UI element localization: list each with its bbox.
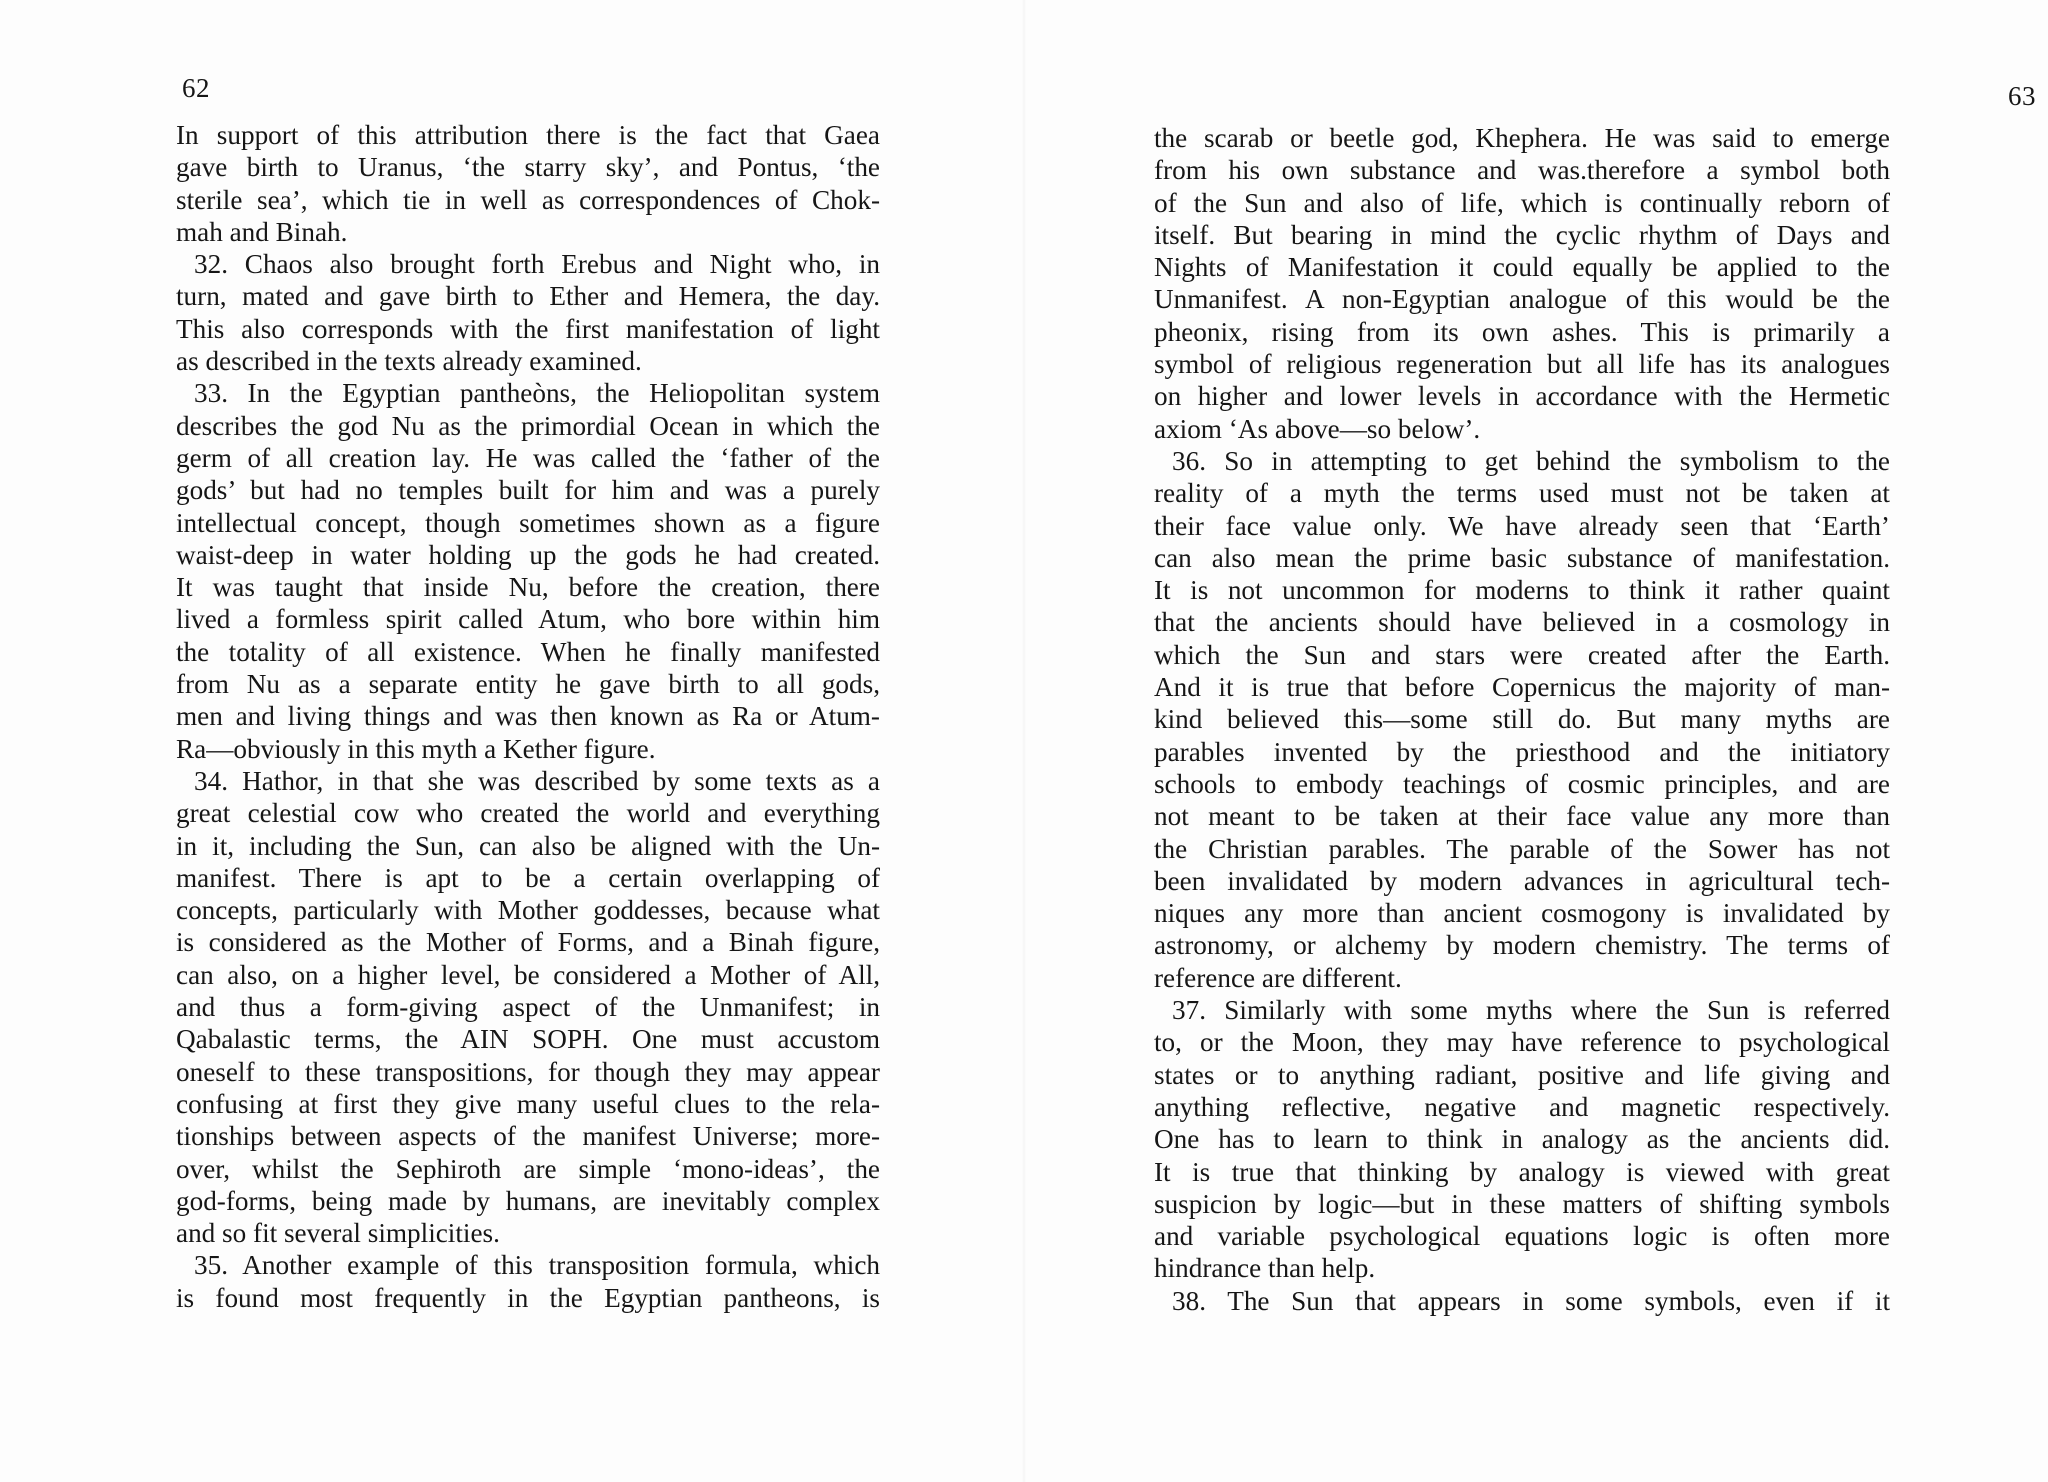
- text-line: as described in the texts already examined.: [176, 346, 642, 377]
- text-line: from his own substance and was.therefore a symbol both: [1154, 155, 1890, 186]
- text-line: is found most frequently in the Egyptian pantheons, is: [176, 1282, 880, 1313]
- text-line: kind believed this—some still do. But many myths are: [1154, 704, 1890, 735]
- text-line: men and living things and was then known as Ra or Atum-: [176, 701, 880, 732]
- text-line: 34. Hathor, in that she was described by some texts as a: [194, 765, 880, 796]
- text-line: that the ancients should have believed in a cosmology in: [1154, 607, 1890, 638]
- text-line: not meant to be taken at their face value any more than: [1154, 801, 1890, 832]
- right-page-text: [1154, 122, 1890, 1317]
- text-line: describes the god Nu as the primordial Ocean in which the: [176, 410, 880, 441]
- text-line: It was taught that inside Nu, before the creation, there: [176, 572, 880, 603]
- text-line: states or to anything radiant, positive and life giving and: [1154, 1059, 1890, 1090]
- text-line: in it, including the Sun, can also be aligned with the Un-: [176, 830, 880, 861]
- text-line: over, whilst the Sephiroth are simple ‘mono-ideas’, the: [176, 1153, 880, 1184]
- text-line: god-forms, being made by humans, are inevitably complex: [176, 1185, 880, 1216]
- text-line: the scarab or beetle god, Khephera. He was said to emerge: [1154, 123, 1890, 153]
- text-line: confusing at first they give many useful clues to the rela-: [176, 1088, 880, 1119]
- text-line: schools to embody teachings of cosmic principles, and are: [1154, 768, 1890, 799]
- right-page-number-label: 63: [2008, 81, 2036, 111]
- text-line: It is not uncommon for moderns to think it rather quaint: [1154, 575, 1890, 606]
- text-line: oneself to these transpositions, for though they may appear: [176, 1056, 880, 1087]
- text-line: intellectual concept, though sometimes shown as a figure: [176, 507, 880, 538]
- text-line: is considered as the Mother of Forms, and a Binah figure,: [176, 927, 880, 958]
- text-line: concepts, particularly with Mother goddesses, because what: [176, 895, 880, 926]
- text-line: to, or the Moon, they may have reference to psychological: [1154, 1027, 1890, 1058]
- text-line: germ of all creation lay. He was called the ‘father of the: [176, 442, 880, 473]
- text-line: anything reflective, negative and magnetic respectively.: [1154, 1091, 1890, 1122]
- text-line: their face value only. We have already seen that ‘Earth’: [1154, 510, 1890, 541]
- text-line: astronomy, or alchemy by modern chemistry. The terms of: [1154, 930, 1890, 961]
- text-line: It is true that thinking by analogy is viewed with great: [1154, 1156, 1890, 1187]
- text-line: 36. So in attempting to get behind the symbolism to the: [1172, 445, 1890, 476]
- text-line: Unmanifest. A non-Egyptian analogue of this would be the: [1154, 284, 1890, 315]
- text-line: In support of this attribution there is the fact that Gaea: [176, 120, 880, 150]
- text-line: reference are different.: [1154, 962, 1402, 993]
- text-line: and so fit several simplicities.: [176, 1218, 500, 1249]
- text-line: gods’ but had no temples built for him and was a purely: [176, 475, 880, 506]
- text-line: which the Sun and stars were created after the Earth.: [1154, 639, 1890, 670]
- text-line: And it is true that before Copernicus the majority of man-: [1154, 672, 1890, 703]
- text-line: parables invented by the priesthood and the initiatory: [1154, 736, 1890, 767]
- text-line: itself. But bearing in mind the cyclic rhythm of Days and: [1154, 219, 1890, 250]
- text-line: 32. Chaos also brought forth Erebus and Night who, in: [194, 249, 880, 280]
- text-line: can also, on a higher level, be considered a Mother of All,: [176, 959, 880, 990]
- text-line: niques any more than ancient cosmogony is invalidated by: [1154, 898, 1890, 929]
- text-line: the totality of all existence. When he finally manifested: [176, 636, 880, 667]
- text-line: of the Sun and also of life, which is continually reborn of: [1154, 187, 1890, 218]
- text-line: and thus a form-giving aspect of the Unmanifest; in: [176, 992, 880, 1023]
- text-line: manifest. There is apt to be a certain overlapping of: [176, 862, 880, 893]
- text-line: 38. The Sun that appears in some symbols, even if it: [1172, 1285, 1890, 1316]
- text-line: pheonix, rising from its own ashes. This is primarily a: [1154, 316, 1890, 347]
- text-line: mah and Binah.: [176, 216, 348, 247]
- text-line: reality of a myth the terms used must not be taken at: [1154, 478, 1890, 509]
- text-line: on higher and lower levels in accordance with the Hermetic: [1154, 381, 1890, 412]
- text-line: hindrance than help.: [1154, 1253, 1376, 1284]
- text-line: can also mean the prime basic substance of manifestation.: [1154, 542, 1890, 573]
- text-line: sterile sea’, which tie in well as correspondences of Chok-: [176, 184, 880, 215]
- text-line: and variable psychological equations logic is often more: [1154, 1221, 1890, 1252]
- text-line: symbol of religious regeneration but all life has its analogues: [1154, 349, 1890, 380]
- text-line: tionships between aspects of the manifest Universe; more-: [176, 1121, 880, 1152]
- text-line: the Christian parables. The parable of the Sower has not: [1154, 833, 1890, 864]
- text-line: lived a formless spirit called Atum, who bore within him: [176, 604, 880, 635]
- text-line: axiom ‘As above—so below’.: [1154, 413, 1481, 444]
- text-line: been invalidated by modern advances in agricultural tech-: [1154, 865, 1890, 896]
- text-line: waist-deep in water holding up the gods he had created.: [176, 539, 880, 570]
- text-line: Qabalastic terms, the AIN SOPH. One must accustom: [176, 1024, 880, 1055]
- text-line: One has to learn to think in analogy as the ancients did.: [1154, 1124, 1890, 1155]
- text-line: Nights of Manifestation it could equally be applied to the: [1154, 252, 1890, 283]
- text-line: 37. Similarly with some myths where the Sun is referred: [1172, 995, 1890, 1026]
- text-line: great celestial cow who created the world and everything: [176, 798, 880, 829]
- text-line: suspicion by logic—but in these matters of shifting symbols: [1154, 1188, 1890, 1219]
- left-page-text: [176, 119, 880, 1314]
- text-line: Ra—obviously in this myth a Kether figure.: [176, 733, 656, 764]
- text-line: 35. Another example of this transposition formula, which: [194, 1250, 880, 1281]
- text-line: from Nu as a separate entity he gave birth to all gods,: [176, 669, 880, 700]
- text-line: 33. In the Egyptian pantheòns, the Heliopolitan system: [194, 378, 880, 409]
- left-page-number: 62: [182, 73, 210, 103]
- text-line: gave birth to Uranus, ‘the starry sky’, and Pontus, ‘the: [176, 152, 880, 183]
- right-page: [1024, 0, 2048, 1482]
- text-line: turn, mated and gave birth to Ether and Hemera, the day.: [176, 281, 880, 312]
- text-line: This also corresponds with the first manifestation of light: [176, 313, 880, 344]
